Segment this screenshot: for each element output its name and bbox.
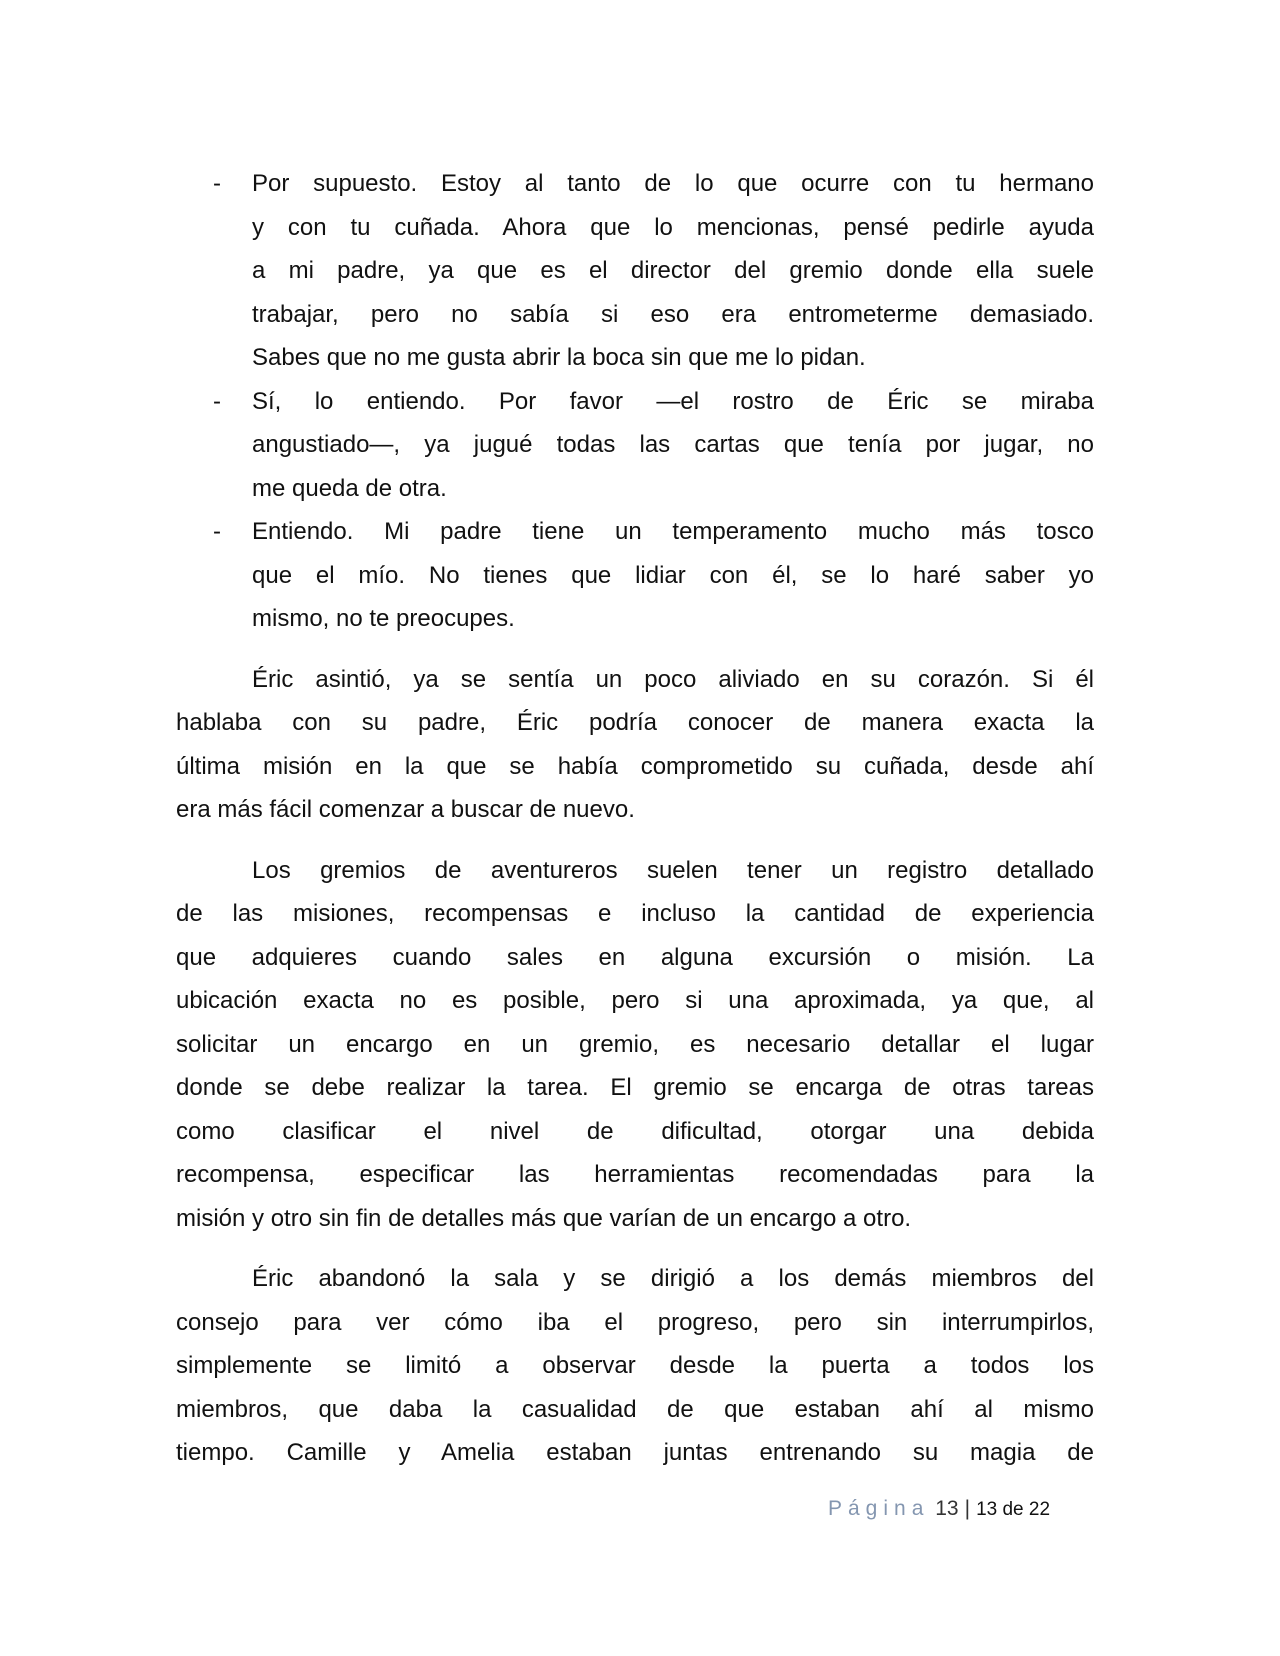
text-line: donde se debe realizar la tarea. El gremio se encarga de otras tareas	[176, 1074, 1094, 1101]
text-line: que el mío. No tienes que lidiar con él, se lo haré saber yo	[252, 561, 1094, 589]
paragraph	[176, 1257, 1094, 1475]
text-line: trabajar, pero no sabía si eso era entrometerme demasiado.	[252, 300, 1094, 328]
bullet-dash: -	[213, 518, 221, 545]
text-line: angustiado—, ya jugué todas las cartas que tenía por jugar, no	[252, 431, 1094, 458]
text-line: de las misiones, recompensas e incluso la cantidad de experiencia	[176, 900, 1094, 927]
text-line: última misión en la que se había comprometido su cuñada, desde ahí	[176, 752, 1094, 780]
text-line: y con tu cuñada. Ahora que lo mencionas, pensé pedirle ayuda	[252, 213, 1094, 241]
text-line: miembros, que daba la casualidad de que estaban ahí al mismo	[176, 1395, 1094, 1423]
text-line: misión y otro sin fin de detalles más que varían de un encargo a otro.	[176, 1204, 912, 1232]
text-line: hablaba con su padre, Éric podría conocer de manera exacta la	[176, 709, 1094, 736]
text-line: Por supuesto. Estoy al tanto de lo que ocurre con tu hermano	[252, 170, 1094, 197]
text-line: me queda de otra.	[252, 474, 447, 502]
text-line: Sí, lo entiendo. Por favor —el rostro de Éric se miraba	[252, 387, 1094, 415]
text-line: simplemente se limitó a observar desde la puerta a todos los	[176, 1352, 1094, 1379]
page-footer	[828, 1497, 1050, 1521]
dialogue-bullet	[176, 162, 1094, 380]
document-body	[176, 162, 1094, 1475]
page-count: 13 de 22	[976, 1499, 1051, 1520]
text-line: Sabes que no me gusta abrir la boca sin que me lo pidan.	[252, 344, 866, 371]
text-line: Éric asintió, ya se sentía un poco aliviado en su corazón. Si él	[252, 665, 1094, 693]
text-line: ubicación exacta no es posible, pero si una aproximada, ya que, al	[176, 987, 1094, 1014]
text-line: mismo, no te preocupes.	[252, 605, 515, 632]
dialogue-bullet	[176, 510, 1094, 641]
text-line: Éric abandonó la sala y se dirigió a los demás miembros del	[252, 1265, 1094, 1292]
page-label: Página	[828, 1497, 930, 1520]
text-line: que adquieres cuando sales en alguna excursión o misión. La	[176, 943, 1094, 971]
text-line: Los gremios de aventureros suelen tener un registro detallado	[252, 856, 1094, 884]
page-number: 13	[935, 1497, 959, 1520]
paragraph	[176, 658, 1094, 832]
dialogue-bullet	[176, 380, 1094, 511]
text-line: Entiendo. Mi padre tiene un temperamento mucho más tosco	[252, 518, 1094, 545]
text-line: era más fácil comenzar a buscar de nuevo.	[176, 796, 635, 823]
paragraph	[176, 849, 1094, 1241]
footer-separator: |	[964, 1497, 971, 1520]
text-line: solicitar un encargo en un gremio, es necesario detallar el lugar	[176, 1030, 1094, 1058]
text-line: como clasificar el nivel de dificultad, otorgar una debida	[176, 1117, 1094, 1145]
text-line: recompensa, especificar las herramientas recomendadas para la	[176, 1161, 1094, 1188]
bullet-dash: -	[213, 170, 221, 197]
bullet-dash: -	[213, 387, 221, 415]
text-line: a mi padre, ya que es el director del gremio donde ella suele	[252, 257, 1094, 284]
text-line: tiempo. Camille y Amelia estaban juntas entrenando su magia de	[176, 1439, 1094, 1466]
text-line: consejo para ver cómo iba el progreso, pero sin interrumpirlos,	[176, 1308, 1094, 1336]
